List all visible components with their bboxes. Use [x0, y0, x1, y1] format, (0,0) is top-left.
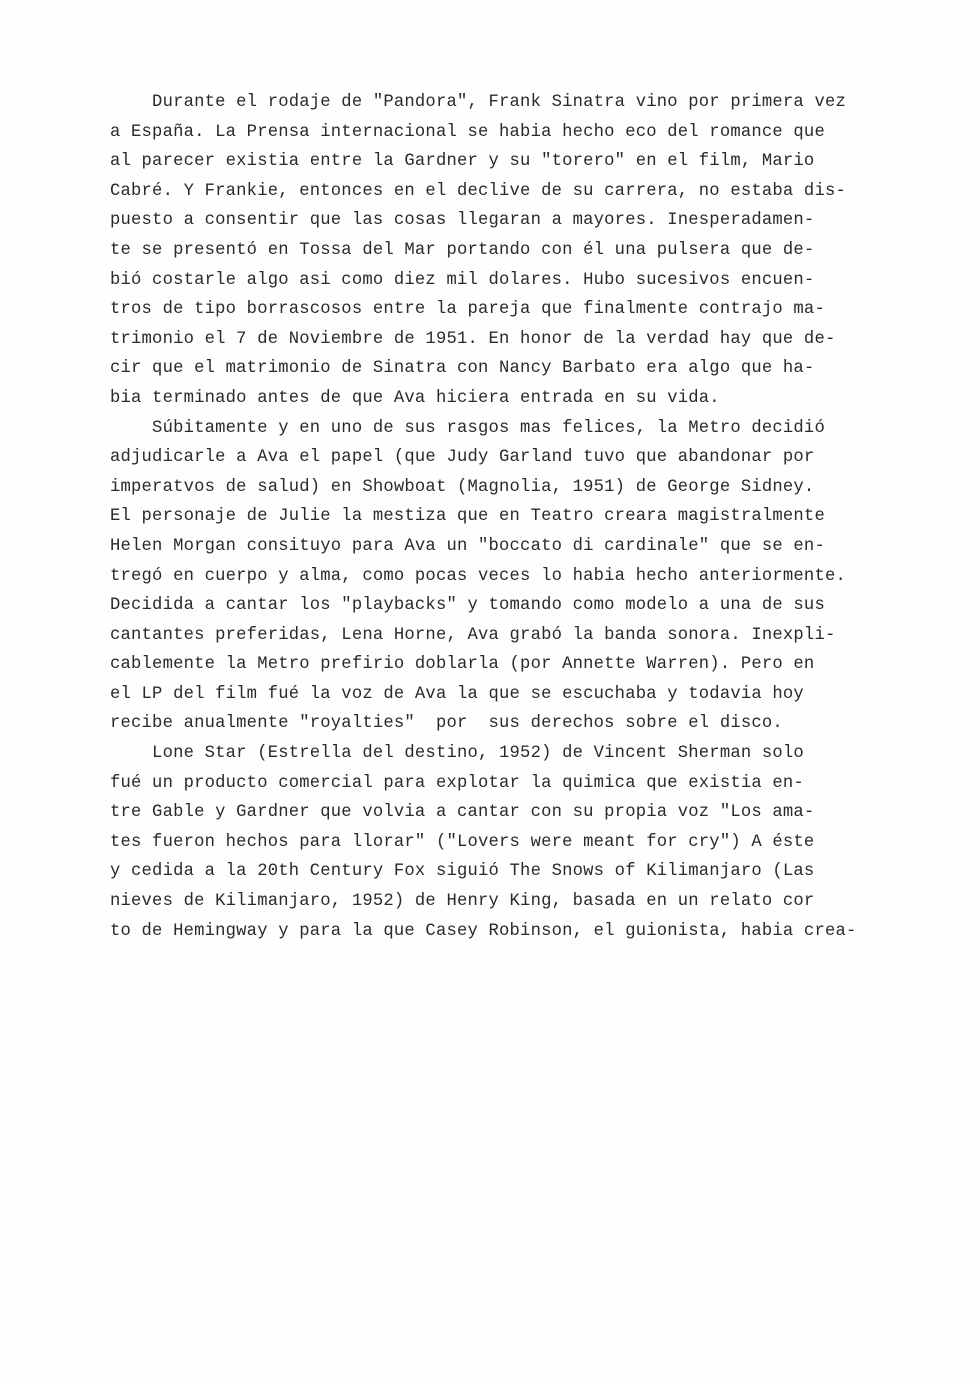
text-line: al parecer existia entre la Gardner y su "torero" en el film, Mario	[110, 152, 815, 172]
text-line: y cedida a la 20th Century Fox siguió The Snows of Kilimanjaro (Las	[110, 862, 815, 882]
text-line: Helen Morgan consituyo para Ava un "boccato di cardinale" que se en-	[110, 536, 825, 556]
text-line: trimonio el 7 de Noviembre de 1951. En honor de la verdad hay que de-	[110, 329, 836, 349]
text-line: bia terminado antes de que Ava hiciera entrada en su vida.	[110, 388, 720, 408]
text-line: fué un producto comercial para explotar la quimica que existia en-	[110, 773, 804, 793]
paragraph-1	[110, 88, 950, 414]
text-line: tre Gable y Gardner que volvia a cantar con su propia voz "Los ama-	[110, 803, 815, 823]
text-line: tes fueron hechos para llorar" ("Lovers were meant for cry") A éste	[110, 832, 815, 852]
text-line: Súbitamente y en uno de sus rasgos mas felices, la Metro decidió	[110, 418, 825, 438]
text-line: cir que el matrimonio de Sinatra con Nancy Barbato era algo que ha-	[110, 359, 815, 379]
text-line: cablemente la Metro prefirio doblarla (por Annette Warren). Pero en	[110, 655, 815, 675]
text-line: a España. La Prensa internacional se habia hecho eco del romance que	[110, 122, 825, 142]
text-line: El personaje de Julie la mestiza que en Teatro creara magistralmente	[110, 507, 825, 527]
text-line: nieves de Kilimanjaro, 1952) de Henry King, basada en un relato cor	[110, 892, 815, 912]
text-line: te se presentó en Tossa del Mar portando con él una pulsera que de-	[110, 240, 815, 260]
text-line: tregó en cuerpo y alma, como pocas veces lo habia hecho anteriormente.	[110, 566, 846, 586]
text-line: bió costarle algo asi como diez mil dolares. Hubo sucesivos encuen-	[110, 270, 815, 290]
text-line: recibe anualmente "royalties" por sus derechos sobre el disco.	[110, 714, 783, 734]
text-line: el LP del film fué la voz de Ava la que se escuchaba y todavia hoy	[110, 684, 804, 704]
text-line: Lone Star (Estrella del destino, 1952) de Vincent Sherman solo	[110, 744, 804, 764]
paragraph-3	[110, 739, 950, 946]
text-line: Cabré. Y Frankie, entonces en el declive de su carrera, no estaba dis-	[110, 181, 846, 201]
paragraph-2	[110, 414, 950, 740]
text-line: Durante el rodaje de "Pandora", Frank Sinatra vino por primera vez	[110, 93, 846, 112]
text-line: imperatvos de salud) en Showboat (Magnolia, 1951) de George Sidney.	[110, 477, 815, 497]
text-line: Decidida a cantar los "playbacks" y tomando como modelo a una de sus	[110, 596, 825, 616]
text-line: puesto a consentir que las cosas llegaran a mayores. Inesperadamen-	[110, 211, 815, 231]
body-text	[110, 88, 950, 946]
text-line: cantantes preferidas, Lena Horne, Ava grabó la banda sonora. Inexpli-	[110, 625, 836, 645]
text-line: adjudicarle a Ava el papel (que Judy Garland tuvo que abandonar por	[110, 448, 815, 468]
text-line: tros de tipo borrascosos entre la pareja que finalmente contrajo ma-	[110, 300, 825, 320]
text-line: to de Hemingway y para la que Casey Robinson, el guionista, habia crea-	[110, 921, 857, 941]
